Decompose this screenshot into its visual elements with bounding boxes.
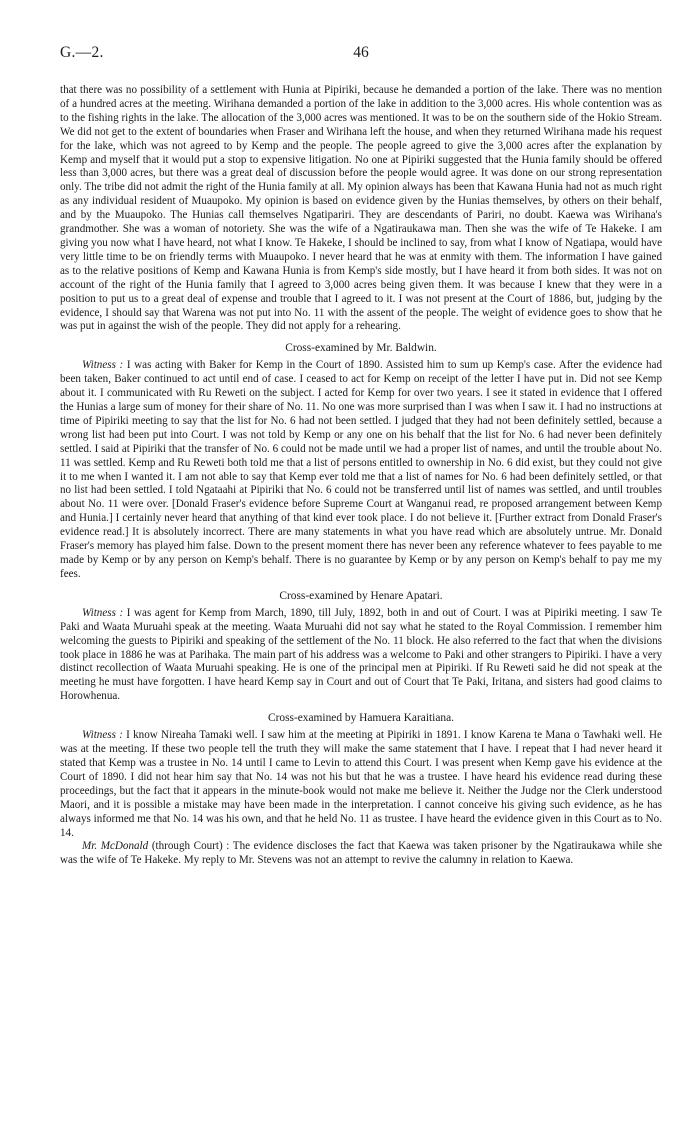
page-number: 46 [353,44,369,61]
paragraph-mcdonald [60,840,662,868]
witness-label: Witness : [82,729,123,742]
paragraph-apatari [60,607,662,704]
paragraph-baldwin [60,359,662,582]
paragraph-text: I know Nireaha Tamaki well. I saw him at the meeting at Pipiriki in 1891. I know Karena te Mana o Tawhaki well. He was at the meeting. If these two people tell the truth they will make the same statement that I have. I repeat that I had never heard it stated that Kemp was a trustee in No. 14 until I came to Levin to attend this Court. I was present when Kemp gave his evidence at the Court of 1890. I did not hear him say that No. 14 was not his but that he was a trustee. I have heard his evidence read during these proceedings, but the fact that it appears in the minute-book would not make me believe it. Neither the Judge nor the Clerk understood Maori, and it is possible a mistake may have been made in the interpretation. I cannot conceive his giving such evidence, as he has always informed me that No. 14 was his own, and that he held No. 11 as trustee. I have heard the evidence given in this Court as to No. 14. [60,729,662,839]
paragraph-text: I was agent for Kemp from March, 1890, till July, 1892, both in and out of Court. I was at Pipiriki meeting. I saw Te Paki and Waata Muruahi speak at the meeting. Waata Muruahi did not say what he stated to the Royal Commission. I remember him welcoming the guests to Pipiriki and speaking of the settlement of the No. 11 block. He also referred to the fact that when the divisions took place in 1886 he was at Parihaka. The main part of his address was a welcome to Paki and other strangers to Pipiriki. I have a very distinct recollection of Waata Muruahi speaking. He is one of the principal men at Pipiriki. If Ru Reweti said he did not speak at the meeting he must have forgotten. I have heard Kemp say in Court and out of Court that Te Paki, Iritana, and sisters had good claims to Horowhenua. [60,606,662,703]
section-heading-baldwin: Cross-examined by Mr. Baldwin. [285,342,437,355]
document-reference: G.—2. [60,44,104,61]
section-heading-apatari: Cross-examined by Henare Apatari. [279,589,443,602]
witness-label: Witness : [82,606,124,619]
page-header [60,44,662,66]
section-heading-karaitiana: Cross-examined by Hamuera Karaitiana. [268,712,454,725]
paragraph-karaitiana [60,729,662,840]
witness-label: Witness : [82,359,124,372]
speaker-label: Mr. McDonald [82,840,149,853]
paragraph-opening: that there was no possibility of a settlement with Hunia at Pipiriki, because he demanded a portion of the lake. There was no mention of a hundred acres at the meeting. Wirihana demanded a portion of the lake in addition to the 3,000 acres. His whole contention was as to the fishing rights in the lake. The allocation of the 3,000 acres was mentioned. It was to be on the southern side of the Hokio Stream. We did not get to the extent of boundaries when Fraser and Wirihana left the house, and when they returned Wirihana made his request for the lake, which was not agreed to by Kemp and the people. The people agreed to give the 3,000 acres after the explanation by Kemp and myself that it would put a stop to expensive litigation. No one at Pipiriki suggested that the Hunia family should be offered less than 3,000 acres, but there was a great deal of discussion before the people would agree. It was done on our strong representation only. The tribe did not admit the right of the Hunia family at all. My opinion always has been that Kawana Hunia had not as much right as any individual resident of Muaupoko. My opinion is based on evidence given by the Hunias themselves, by others on their behalf, and by the Muaupoko. The Hunias call themselves Ngatipariri. They are descendants of Pariri, no doubt. Kaewa was Wirihana's grandmother. She was a woman of notoriety. She was the wife of a Ngatiraukawa man. Then she was the wife of Te Hakeke. I am giving you now what I have heard, not what I know. Te Hakeke, I should be inclined to say, from what I know of Ngatiapa, would have very little time to be on friendly terms with Muaupoko. I never heard that he was at enmity with them. The information I have gained as to the relative positions of Kemp and Kawana Hunia is from Kemp's side mostly, but I have heard it from both sides. It was not on account of the right of the Hunia family that I agreed to 3,000 acres being given them. It was because I knew that they were in a position to put us to a great deal of expense and trouble that I agreed to it. I was not present at the Court of 1886, but, judging by the evidence, I should say that Warena was not put into No. 11 with the assent of the people. The weight of evidence goes to show that he was put in against the wish of the people. They did not apply for a rehearing. [60,84,662,333]
paragraph-text: I was acting with Baker for Kemp in the Court of 1890. Assisted him to sum up Kemp's case. After the evidence had been taken, Baker continued to act until end of case. I ceased to act for Kemp on receipt of the letter I have put in. Did not see Kemp about it. I communicated with Ru Reweti on the subject. I acted for Kemp for over two years. I see it stated in evidence that I offered the Hunias a large sum of money for their share of No. 11. No one was more surprised than I was when I saw it. I had no instructions at time of Pipiriki meeting to say that the list for No. 6 had not been settled. I judged that they had not been definitely settled, because a wrong list had been put into Court. I was not told by Kemp or any one on his behalf that the list for No. 6 had never been definitely settled. I said at Pipiriki that the transfer of No. 6 could not be made until we had a proper list of names, and until the trouble about No. 11 was settled. Kemp and Ru Reweti both told me that a list of persons entitled to ownership in No. 6 did exist, but they could not give it to me when I wanted it. I am not able to say that Kemp ever told me that a list of names for No. 6 had been definitely settled, or that no list had been settled. I told Ngataahi at Pipiriki that No. 6 could not be transferred until list of names was settled, and until troubles about No. 11 were over. [Donald Fraser's evidence before Supreme Court at Wanganui read, re proposed arrangement between Kemp and Hunia.] I certainly never heard that anything of that kind ever took place. I do not believe it. [Further extract from Donald Fraser's evidence read.] It is absolutely incorrect. There are many statements in what you have read which are absolutely untrue. Mr. Donald Fraser's memory has played him false. Down to the present moment there has never been any reference whatever to fees payable to me made by Kemp or by any person on Kemp's behalf. There is no guarantee by Kemp or by any person on Kemp's behalf to pay me my fees. [60,359,662,580]
paragraph-text: (through Court) : The evidence discloses the fact that Kaewa was taken prisoner by the Ngatiraukawa while she was the wife of Te Hakeke. My reply to Mr. Stevens was not an attempt to revive the calumny in relation to Kaewa. [60,840,662,867]
